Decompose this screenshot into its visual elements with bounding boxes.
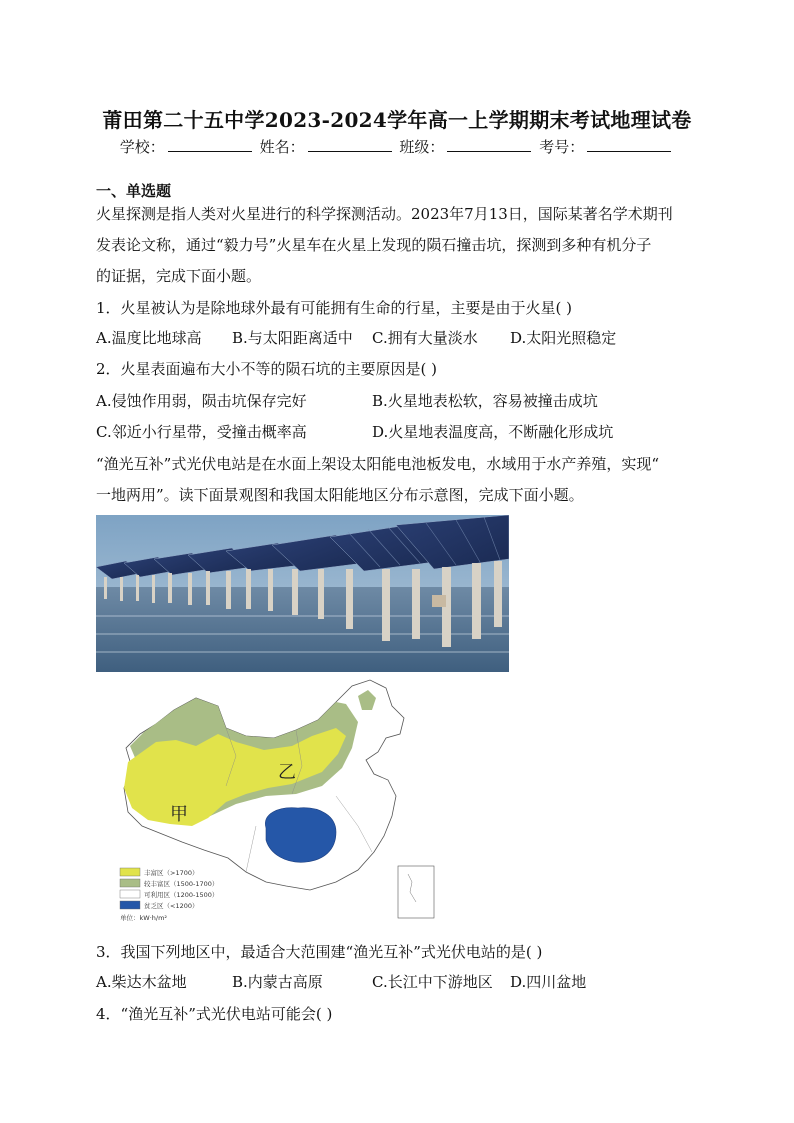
q3-option-b[interactable]: B.内蒙古高原 <box>232 973 323 991</box>
q2-option-c[interactable]: C.邻近小行星带，受撞击概率高 <box>96 423 307 441</box>
student-info-line <box>0 136 794 157</box>
class-blank[interactable] <box>447 139 531 152</box>
q2-stem: 2．火星表面遍布大小不等的陨石坑的主要原因是( ) <box>96 360 438 378</box>
q1-stem: 1．火星被认为是除地球外最有可能拥有生命的行星，主要是由于火星( ) <box>96 299 573 317</box>
legend-fairly-rich: 较丰富区（1500-1700） <box>144 880 219 888</box>
passage1-line3: 的证据，完成下面小题。 <box>96 267 262 285</box>
name-blank[interactable] <box>308 139 392 152</box>
section-heading: 一、单选题 <box>96 182 172 200</box>
label-yi: 乙 <box>278 762 296 783</box>
solar-farm-photo <box>96 515 509 672</box>
q3-option-a[interactable]: A.柴达木盆地 <box>96 973 187 991</box>
q3-option-d[interactable]: D.四川盆地 <box>510 973 587 991</box>
q3-option-c[interactable]: C.长江中下游地区 <box>372 973 493 991</box>
china-solar-map <box>96 676 442 926</box>
school-label: 学校： <box>119 138 165 156</box>
q3-stem: 3．我国下列地区中，最适合大范围建“渔光互补”式光伏电站的是( ) <box>96 943 543 961</box>
label-jia: 甲 <box>170 804 188 825</box>
legend-unit: 单位：kW·h/m² <box>120 914 168 922</box>
class-label: 班级： <box>399 138 445 156</box>
q1-option-a[interactable]: A.温度比地球高 <box>96 329 202 347</box>
legend-poor: 贫乏区（<1200） <box>144 902 199 910</box>
passage2-line1: “渔光互补”式光伏电站是在水面上架设太阳能电池板发电，水域用于水产养殖，实现“ <box>96 455 660 473</box>
number-label: 考号： <box>539 138 585 156</box>
page-title: 莆田第二十五中学2023-2024学年高一上学期期末考试地理试卷 <box>102 108 692 132</box>
q1-option-c[interactable]: C.拥有大量淡水 <box>372 329 478 347</box>
passage1-line2: 发表论文称，通过“毅力号”火星车在火星上发现的陨石撞击坑，探测到多种有机分子 <box>96 236 652 254</box>
q2-option-d[interactable]: D.火星地表温度高，不断融化形成坑 <box>372 423 614 441</box>
passage2-line2: 一地两用”。读下面景观图和我国太阳能地区分布示意图，完成下面小题。 <box>96 486 584 504</box>
passage1-line1: 火星探测是指人类对火星进行的科学探测活动。2023年7月13日，国际某著名学术期刊 <box>96 205 673 223</box>
number-blank[interactable] <box>587 139 671 152</box>
legend-usable: 可利用区（1200-1500） <box>144 891 219 899</box>
q2-option-b[interactable]: B.火星地表松软，容易被撞击成坑 <box>372 392 598 410</box>
legend-rich: 丰富区（>1700） <box>144 869 199 877</box>
q4-stem: 4．“渔光互补”式光伏电站可能会( ) <box>96 1005 333 1023</box>
q1-option-b[interactable]: B.与太阳距离适中 <box>232 329 353 347</box>
school-blank[interactable] <box>168 139 252 152</box>
q2-option-a[interactable]: A.侵蚀作用弱，陨击坑保存完好 <box>96 392 307 410</box>
name-label: 姓名： <box>259 138 305 156</box>
q1-option-d[interactable]: D.太阳光照稳定 <box>510 329 617 347</box>
